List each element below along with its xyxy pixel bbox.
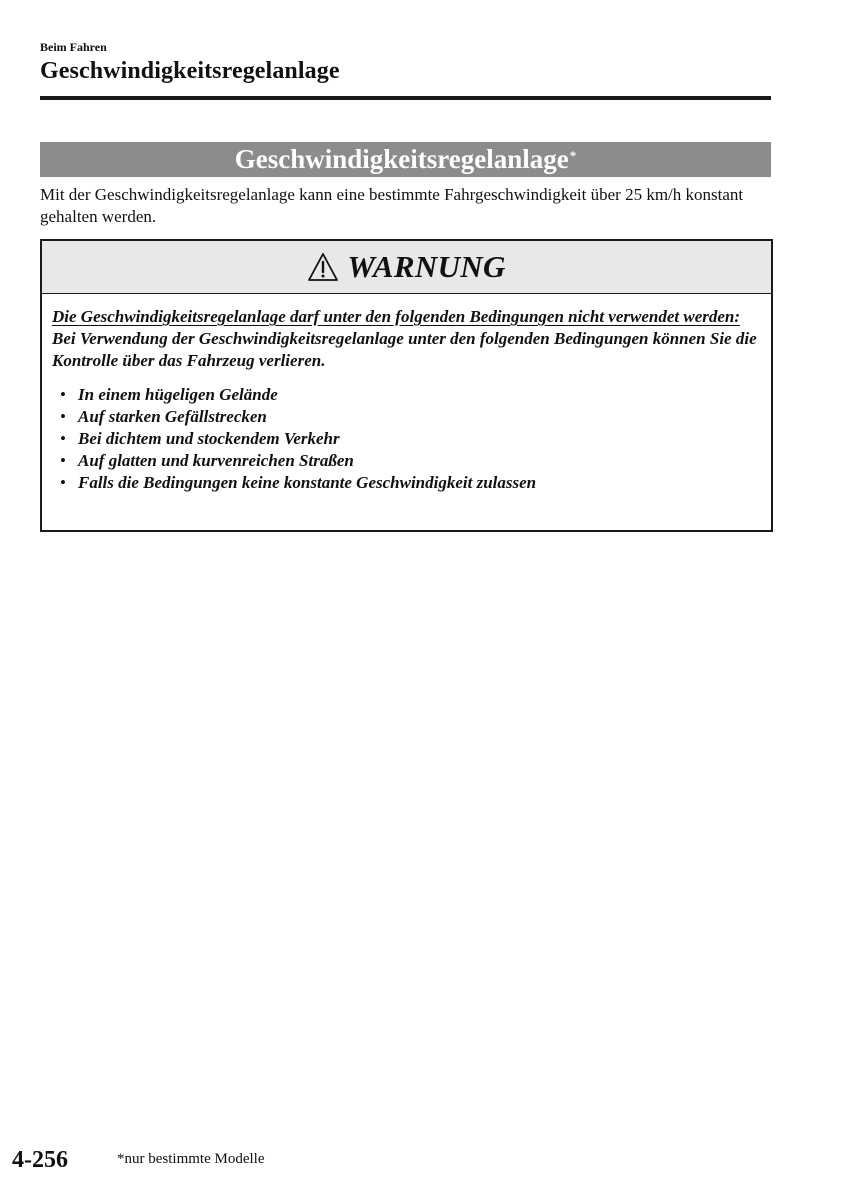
section-heading-bar (40, 142, 771, 177)
warning-text: Bei Verwendung der Geschwindigkeitsregelanlage unter den folgenden Bedingungen können Sie die Kontrolle über das Fahrzeug verlieren. (52, 329, 757, 370)
bullet-icon: • (60, 429, 66, 448)
warning-body (42, 294, 771, 494)
list-item: • In einem hügeligen Gelände (60, 385, 278, 404)
page-number: 4-256 (12, 1147, 68, 1173)
list-item: • Bei dichtem und stockendem Verkehr (60, 429, 340, 448)
title-divider (40, 96, 771, 100)
warning-lead: Die Geschwindigkeitsregelanlage darf unter den folgenden Bedingungen nicht verwendet werden: (52, 307, 741, 326)
warning-title: WARNUNG (347, 249, 506, 284)
section-heading: Geschwindigkeitsregelanlage (234, 144, 569, 174)
page-title: Geschwindigkeitsregelanlage (40, 58, 340, 84)
intro-paragraph: Mit der Geschwindigkeitsregelanlage kann eine bestimmte Fahrgeschwindigkeit über 25 km/h konstant gehalten werden. (40, 185, 744, 226)
list-item: • Auf starken Gefällstrecken (60, 407, 267, 426)
warning-list (52, 384, 761, 494)
chapter-label: Beim Fahren (40, 40, 107, 54)
warning-box (40, 239, 773, 532)
list-item: • Falls die Bedingungen keine konstante Geschwindigkeit zulassen (60, 473, 537, 492)
bullet-icon: • (60, 385, 66, 404)
bullet-icon: • (60, 451, 66, 470)
bullet-icon: • (60, 473, 66, 492)
bullet-icon: • (60, 407, 66, 426)
warning-header (42, 241, 771, 294)
list-item: • Auf glatten und kurvenreichen Straßen (60, 451, 354, 470)
warning-triangle-icon (307, 252, 339, 282)
section-heading-marker: * (569, 147, 577, 163)
footnote: *nur bestimmte Modelle (117, 1151, 265, 1167)
